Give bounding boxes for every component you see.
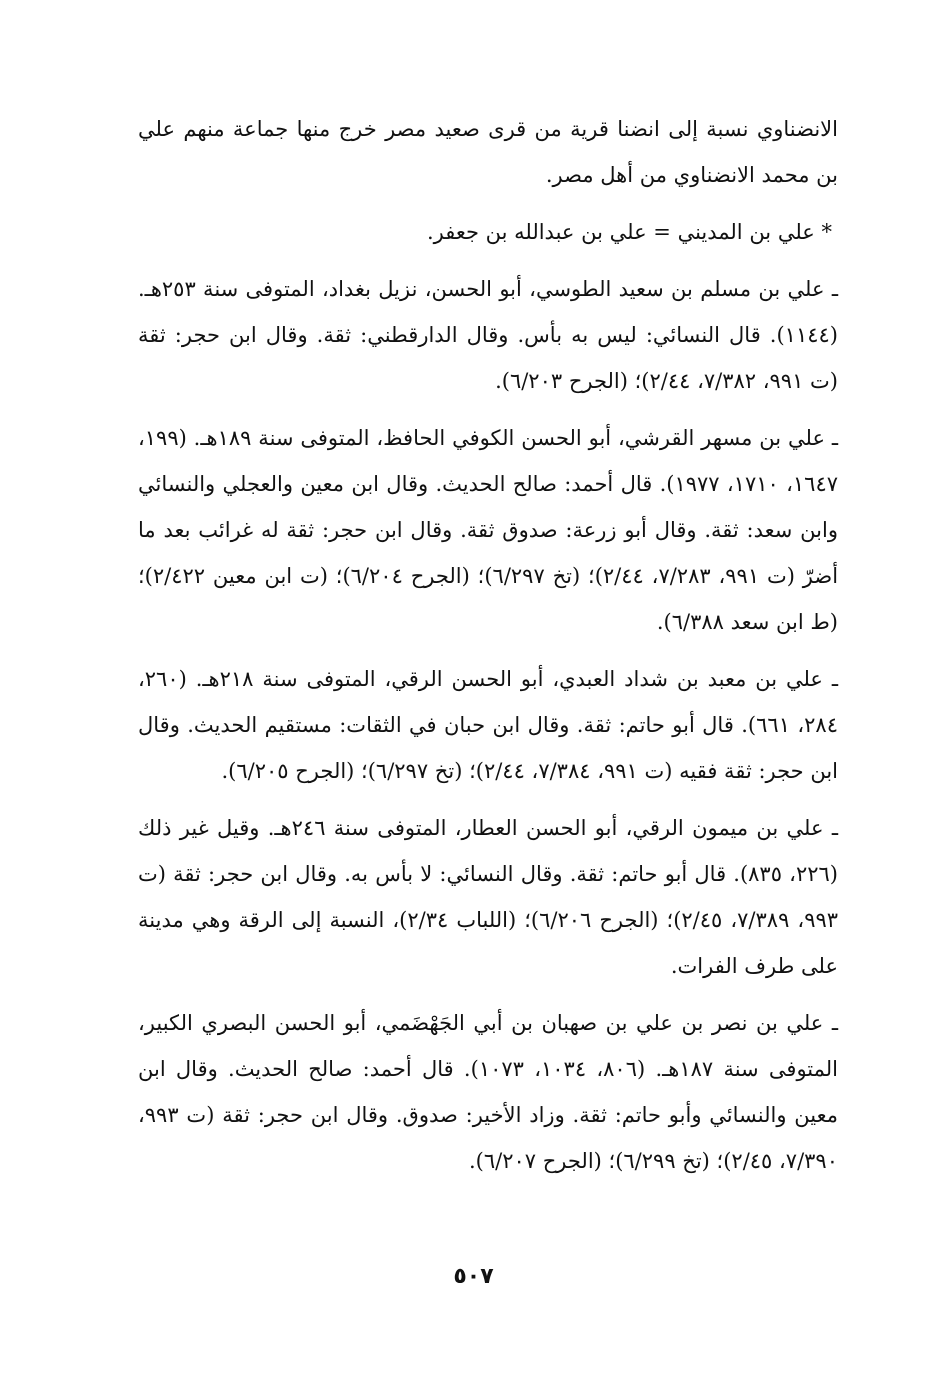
page-body: [138, 106, 838, 1184]
paragraph-cross-reference: * علي بن المديني = علي بن عبدالله بن جعفر.: [426, 220, 832, 244]
paragraph-entry-ali-ibn-mushir: ـ علي بن مسهر القرشي، أبو الحسن الكوفي الحافظ، المتوفى سنة ١٨٩هـ. (١٩٩، ١٦٤٧، ١٧١٠، ١٩٧٧). قال أحمد: صالح الحديث. وقال ابن معين والعجلي والنسائي وابن سعد: ثقة. وقال أبو زرعة: صدوق ثقة. وقال ابن حجر: ثقة له غرائب بعد ما أضرّ (ت ٩٩١، ٧/٢٨٣، ٢/٤٤)؛ (تخ ٦/٢٩٧)؛ (الجرح ٦/٢٠٤)؛ (ت ابن معين ٢/٤٢٢)؛ (ط ابن سعد ٦/٣٨٨).: [138, 426, 839, 634]
paragraph-entry-ali-ibn-maymun: ـ علي بن ميمون الرقي، أبو الحسن العطار، المتوفى سنة ٢٤٦هـ. وقيل غير ذلك (٢٢٦، ٨٣٥). قال أبو حاتم: ثقة. وقال النسائي: لا بأس به. وقال ابن حجر: ثقة (ت ٩٩٣، ٧/٣٨٩، ٢/٤٥)؛ (الجرح ٦/٢٠٦)؛ (اللباب ٢/٣٤)، النسبة إلى الرقة وهي مدينة على طرف الفرات.: [138, 816, 839, 978]
paragraph-nisba-note: الانضناوي نسبة إلى انضنا قرية من قرى صعيد مصر خرج منها جماعة منهم علي بن محمد الانضناوي من أهل مصر.: [138, 117, 838, 187]
page-number: ٥٠٧: [453, 1264, 494, 1289]
paragraph-entry-ali-ibn-nasr: ـ علي بن نصر بن علي بن صهبان بن أبي الجَهْضَمي، أبو الحسن البصري الكبير، المتوفى سنة ١٨٧هـ. (٨٠٦، ١٠٣٤، ١٠٧٣). قال أحمد: صالح الحديث. وقال ابن معين والنسائي وأبو حاتم: ثقة. وزاد الأخير: صدوق. وقال ابن حجر: ثقة (ت ٩٩٣، ٧/٣٩٠، ٢/٤٥)؛ (تخ ٦/٢٩٩)؛ (الجرح ٦/٢٠٧).: [138, 1011, 839, 1173]
paragraph-entry-ali-ibn-mabad: ـ علي بن معبد بن شداد العبدي، أبو الحسن الرقي، المتوفى سنة ٢١٨هـ. (٢٦٠، ٢٨٤، ٦٦١). قال أبو حاتم: ثقة. وقال ابن حبان في الثقات: مستقيم الحديث. وقال ابن حجر: ثقة فقيه (ت ٩٩١، ٧/٣٨٤، ٢/٤٤)؛ (تخ ٦/٢٩٧)؛ (الجرح ٦/٢٠٥).: [138, 667, 838, 783]
paragraph-entry-ali-ibn-muslim: ـ علي بن مسلم بن سعيد الطوسي، أبو الحسن، نزيل بغداد، المتوفى سنة ٢٥٣هـ. (١١٤٤). قال النسائي: ليس به بأس. وقال الدارقطني: ثقة. وقال ابن حجر: ثقة (ت ٩٩١، ٧/٣٨٢، ٢/٤٤)؛ (الجرح ٦/٢٠٣).: [138, 277, 838, 393]
